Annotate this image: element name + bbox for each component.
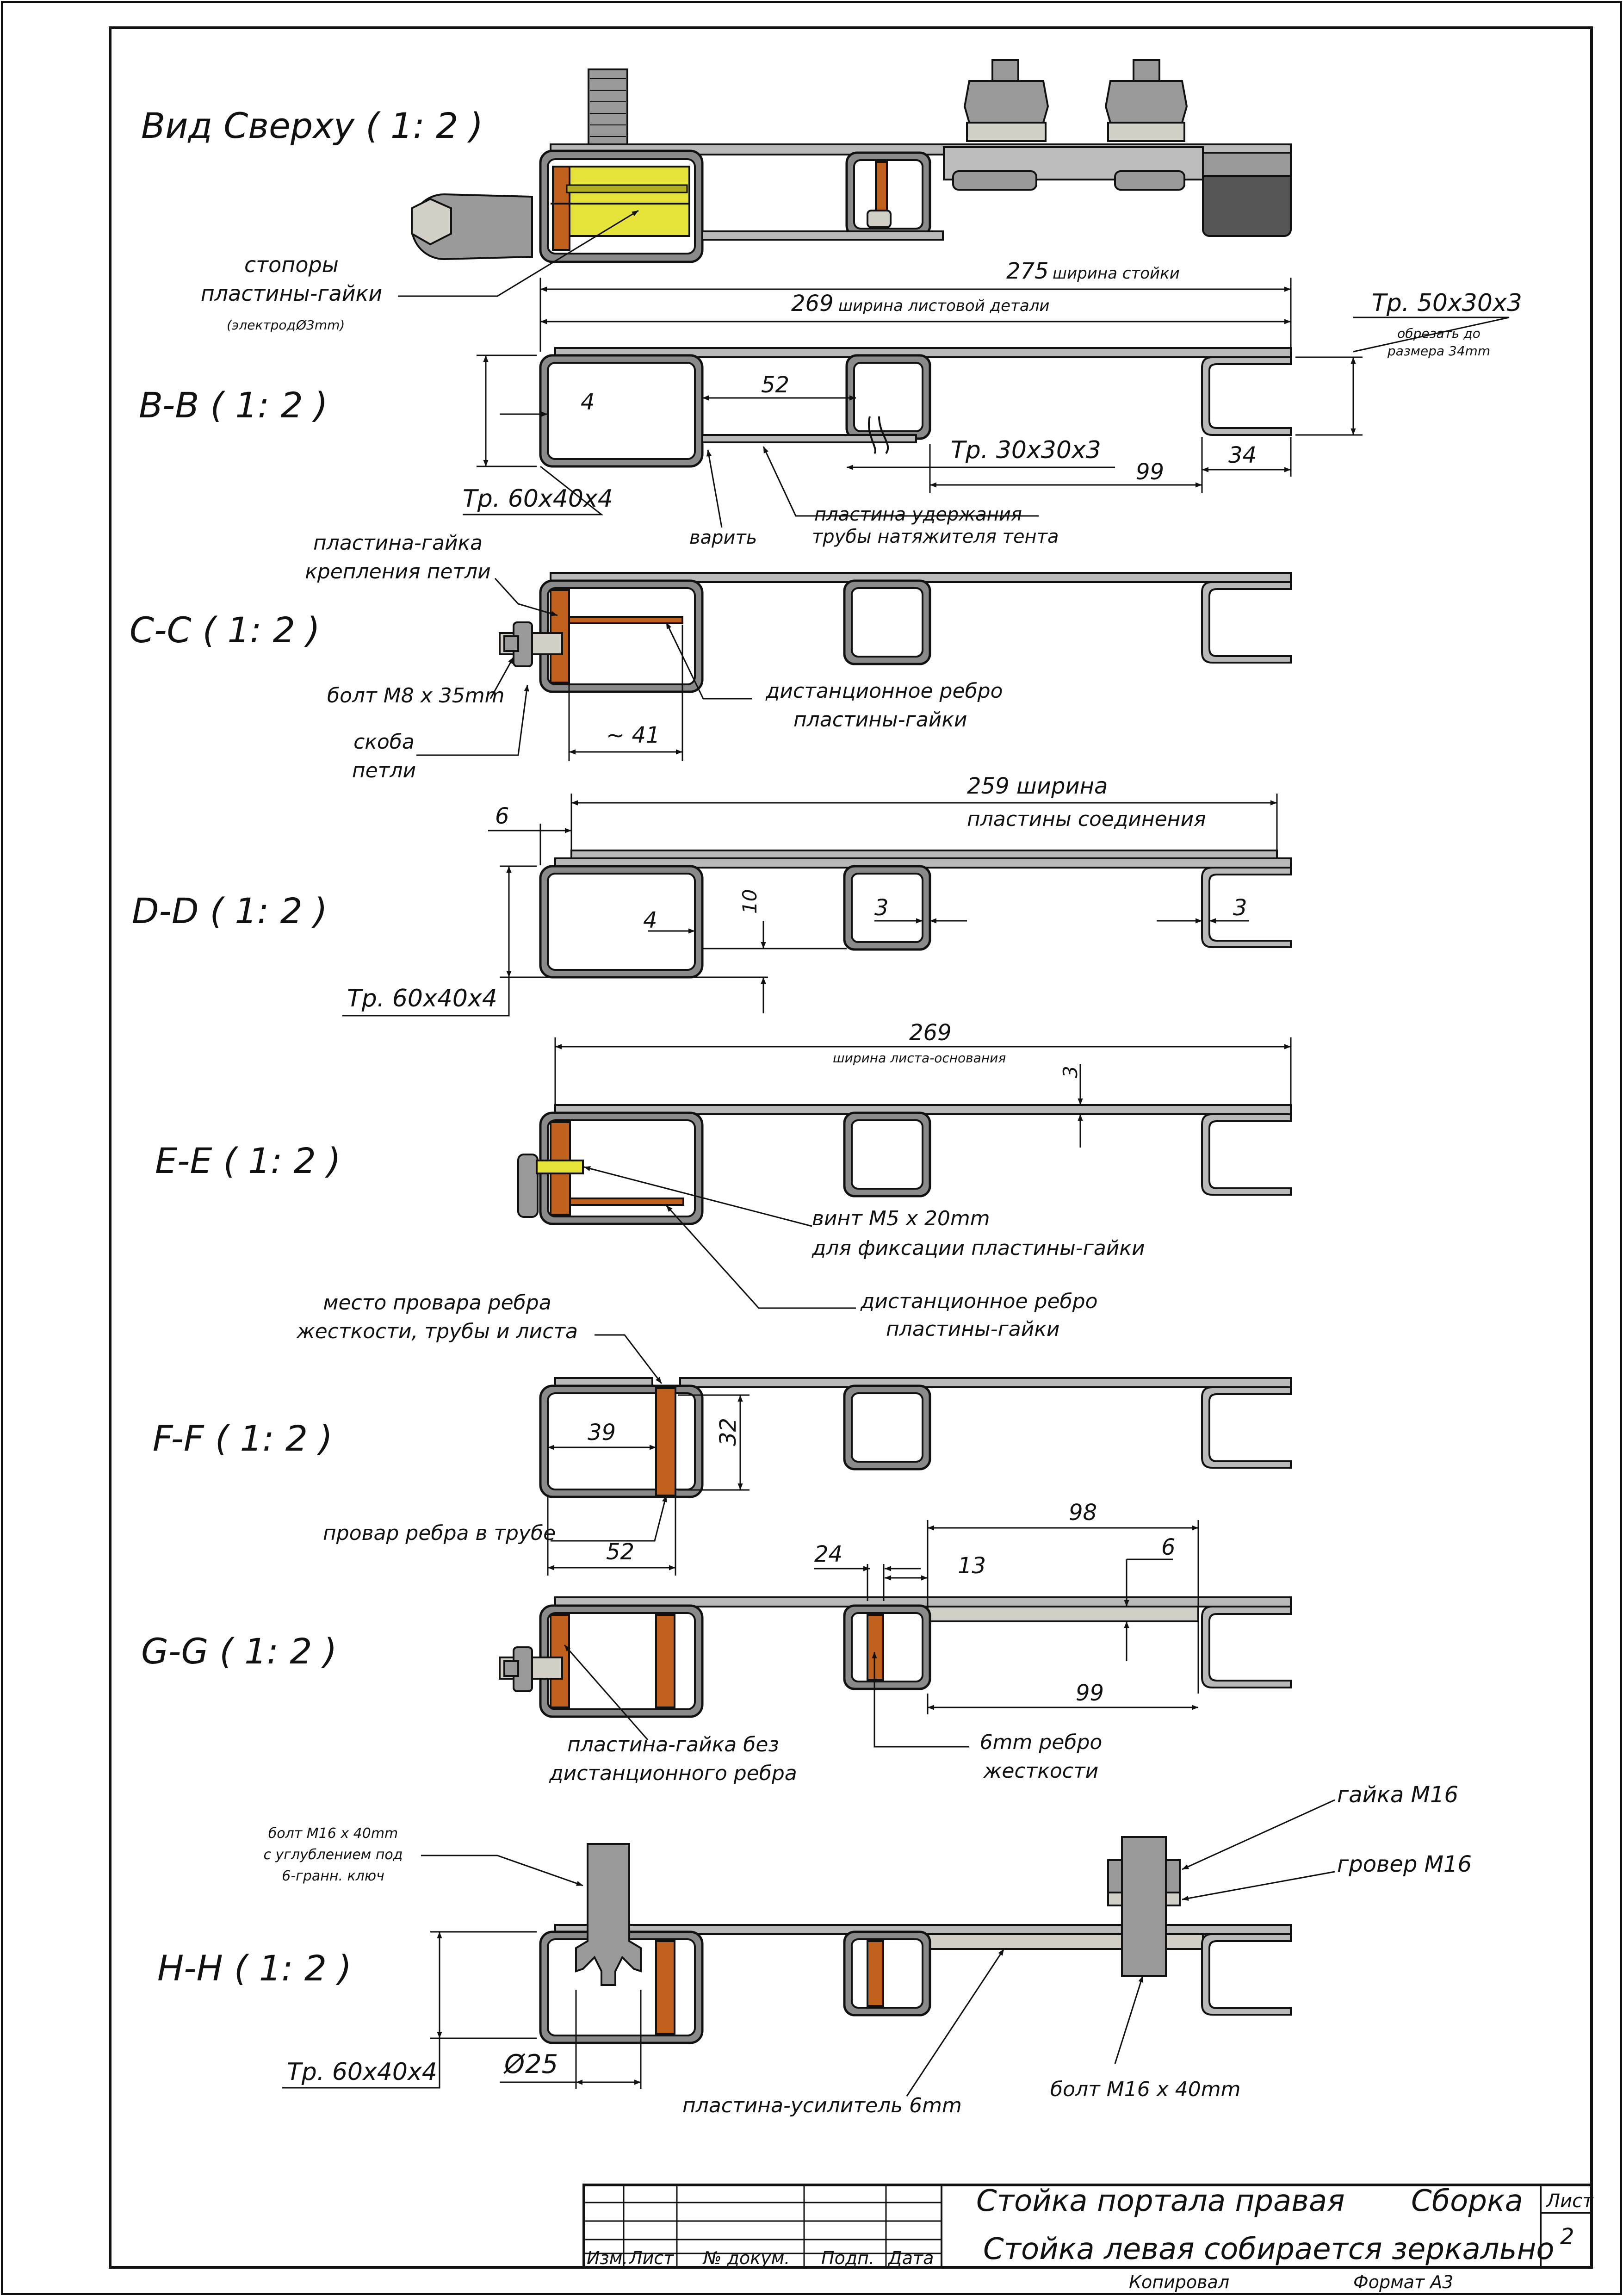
cc-bolt-head bbox=[504, 636, 518, 651]
tb-col-doc: № докум. bbox=[703, 2248, 790, 2268]
bb-plate-hold-1: пластина удержания bbox=[814, 504, 1022, 525]
hh-grover-right bbox=[1166, 1893, 1180, 1905]
rib-30 bbox=[876, 162, 887, 213]
electrode-label-2: 3mm) bbox=[306, 317, 345, 333]
hh-bolt-m16 bbox=[1122, 1837, 1166, 1976]
bb-weld-label: варить bbox=[689, 527, 757, 548]
nut-m16-top-2 bbox=[1106, 81, 1187, 123]
hh-dim-25-symbol: Ø bbox=[504, 2049, 525, 2079]
gg-dim-6: 6 bbox=[1161, 1534, 1176, 1560]
tb-col-podp: Подп. bbox=[821, 2248, 875, 2268]
profile-50x30-top bbox=[1203, 153, 1291, 176]
hh-grover-leader bbox=[1182, 1872, 1335, 1899]
bb-tube-60-label: Тр. 60x40x4 bbox=[463, 485, 613, 513]
hh-dim-25: 25 bbox=[525, 2049, 558, 2079]
section-gg bbox=[141, 1500, 1291, 1785]
ee-screw-2: для фиксации пластины-гайки bbox=[812, 1236, 1145, 1260]
dim-275-text: 275 bbox=[1006, 258, 1049, 284]
tb-title-2: Стойка левая собирается зеркально bbox=[983, 2232, 1555, 2266]
bb-tube-60x40-inner bbox=[548, 363, 695, 459]
ee-dim-269-note: ширина листа-основания bbox=[833, 1050, 1006, 1066]
cc-nut-leader-2 bbox=[495, 578, 518, 604]
bb-dim-34: 34 bbox=[1228, 442, 1257, 468]
ff-profile bbox=[1202, 1387, 1291, 1468]
hh-rib bbox=[656, 1941, 675, 2034]
hh-grover-m16: гровер M16 bbox=[1337, 1851, 1472, 1877]
gg-rib bbox=[656, 1615, 675, 1707]
cc-bolt-m8: болт M8 x 35mm bbox=[327, 684, 505, 707]
washer-top-1 bbox=[967, 123, 1046, 141]
hh-bolt-m16: болт M16 x 40mm bbox=[1050, 2078, 1241, 2101]
bolt-m16-top-1 bbox=[992, 60, 1018, 83]
hh-bolt-m16-recess bbox=[576, 1844, 641, 1985]
section-cc-title: C-C ( 1: 2 ) bbox=[130, 609, 320, 651]
tb-col-izm: Изм. bbox=[587, 2248, 628, 2268]
ee-tube-30-inner bbox=[852, 1120, 923, 1189]
ff-weld-place-1: место провара ребра bbox=[323, 1291, 551, 1315]
dim-269-text: 269 bbox=[791, 291, 834, 316]
title-block bbox=[584, 2184, 1594, 2292]
ff-rib bbox=[656, 1388, 675, 1496]
hh-bolt-leader bbox=[1115, 1976, 1143, 2064]
tb-format: Формат А3 bbox=[1353, 2272, 1454, 2292]
cc-rib bbox=[569, 617, 682, 623]
ff-weld-place-leader bbox=[595, 1335, 662, 1384]
section-cc bbox=[130, 531, 1291, 782]
ee-bracket bbox=[518, 1154, 538, 1217]
bb-tube-30-label: Тр. 30x30x3 bbox=[951, 436, 1101, 464]
nut-plate-shade bbox=[567, 185, 687, 192]
section-hh bbox=[157, 1782, 1472, 2117]
dd-tube-inner bbox=[548, 874, 695, 970]
tb-copied: Копировал bbox=[1129, 2272, 1230, 2292]
hh-nut-m16: гайка M16 bbox=[1337, 1782, 1458, 1808]
tb-assembly: Сборка bbox=[1411, 2184, 1523, 2218]
bb-tube-30x30-inner bbox=[854, 363, 923, 431]
gg-reinforce-plate bbox=[928, 1607, 1198, 1621]
gg-profile bbox=[1202, 1607, 1291, 1688]
ee-profile bbox=[1202, 1114, 1291, 1195]
dd-tube-label: Тр. 60x40x4 bbox=[347, 985, 497, 1012]
dim-275-note: ширина стойки bbox=[1053, 264, 1180, 283]
cc-profile bbox=[1202, 582, 1291, 663]
nut-plate-edge bbox=[553, 167, 570, 250]
ee-rib-1: дистанционное ребро bbox=[861, 1290, 1098, 1313]
hh-reinforce: пластина-усилитель 6mm bbox=[682, 2094, 962, 2117]
bb-dim-52: 52 bbox=[761, 372, 790, 398]
ff-dim-39: 39 bbox=[588, 1420, 616, 1446]
gg-dim-13: 13 bbox=[958, 1553, 986, 1579]
gg-nut-plate-2: дистанционного ребра bbox=[549, 1762, 797, 1785]
dim-269-note: ширина листовой детали bbox=[838, 297, 1050, 315]
top-view bbox=[141, 60, 1291, 352]
gg-bolt-head bbox=[504, 1661, 518, 1676]
gg-rib-1: 6mm ребро bbox=[979, 1731, 1103, 1754]
gg-rib-2: жесткости bbox=[983, 1759, 1099, 1783]
ee-screw bbox=[537, 1160, 583, 1173]
ff-dim-52: 52 bbox=[606, 1539, 635, 1565]
bb-cut-note-2: размера 34mm bbox=[1387, 343, 1491, 359]
ff-dim-32: 32 bbox=[715, 1417, 741, 1446]
ee-screw-1: винт M5 x 20mm bbox=[812, 1207, 990, 1230]
bb-plate-hold-2: трубы натяжителя тента bbox=[812, 526, 1059, 547]
ff-tube-30-inner bbox=[852, 1393, 923, 1462]
cc-bracket-1: скоба bbox=[353, 730, 415, 754]
section-gg-title: G-G ( 1: 2 ) bbox=[141, 1631, 337, 1672]
section-ff-title: F-F ( 1: 2 ) bbox=[153, 1418, 333, 1459]
nut-plate-yellow bbox=[562, 167, 689, 236]
section-bb bbox=[139, 289, 1522, 548]
hh-bolt-recess-1: болт M16 x 40mm bbox=[268, 1825, 398, 1842]
electrode-diameter-symbol: Ø bbox=[296, 317, 307, 333]
dd-dim-4: 4 bbox=[643, 907, 657, 933]
dd-dim-10: 10 bbox=[738, 889, 761, 914]
tb-sheet-label: Лист bbox=[1546, 2191, 1593, 2212]
cc-dim-41: ~ 41 bbox=[606, 722, 660, 748]
nut-under-1 bbox=[953, 171, 1036, 190]
ee-rib bbox=[570, 1198, 683, 1205]
ff-weld-place-2: жесткости, трубы и листа bbox=[297, 1320, 578, 1343]
hh-bolt-recess-2: с углублением под bbox=[263, 1847, 403, 1863]
ee-dim-269: 269 bbox=[909, 1020, 952, 1046]
cc-bracket-2: петли bbox=[352, 759, 416, 782]
cc-nut-plate-2: крепления петли bbox=[305, 560, 491, 583]
gg-tube-30-inner bbox=[852, 1613, 923, 1682]
hh-nut-right bbox=[1166, 1860, 1180, 1893]
cc-nut-plate-1: пластина-гайка bbox=[313, 531, 483, 555]
hh-grover-left bbox=[1108, 1893, 1122, 1905]
ff-weld-rib-leader bbox=[551, 1496, 666, 1541]
hh-tube-label: Тр. 60x40x4 bbox=[287, 2058, 437, 2086]
stopper-label-2: пластины-гайки bbox=[200, 281, 383, 306]
hook-clip bbox=[867, 211, 891, 227]
section-dd bbox=[132, 773, 1291, 1016]
dd-dim-3a: 3 bbox=[874, 895, 889, 921]
section-dd-title: D-D ( 1: 2 ) bbox=[132, 890, 328, 931]
bb-cut-note-1: обрезать до bbox=[1397, 326, 1481, 341]
tb-col-list: Лист bbox=[629, 2248, 674, 2268]
cc-tube-30-inner bbox=[852, 588, 923, 657]
tb-col-data: Дата bbox=[888, 2248, 934, 2268]
hh-profile bbox=[1202, 1934, 1291, 2015]
section-bb-title: B-B ( 1: 2 ) bbox=[139, 385, 328, 426]
stopper-label-1: стопоры bbox=[244, 252, 339, 277]
nut-m16-top-1 bbox=[965, 81, 1048, 123]
top-view-title: Вид Сверху ( 1: 2 ) bbox=[141, 105, 483, 146]
gg-dim-24: 24 bbox=[814, 1541, 843, 1567]
hinge-bolt-hex bbox=[412, 199, 451, 244]
washer-top-2 bbox=[1108, 123, 1184, 141]
cc-rib-2: пластины-гайки bbox=[793, 708, 967, 732]
bb-dim-99: 99 bbox=[1136, 459, 1165, 485]
section-ee-title: E-E ( 1: 2 ) bbox=[155, 1140, 341, 1181]
gg-dim-99: 99 bbox=[1076, 1680, 1104, 1706]
bb-profile-50x30 bbox=[1202, 357, 1291, 435]
long-plate bbox=[702, 231, 943, 240]
hh-bolt-recess-leader bbox=[421, 1855, 583, 1886]
ff-weld-rib: провар ребра в трубе bbox=[323, 1521, 556, 1545]
hh-nut-leader bbox=[1182, 1800, 1335, 1869]
dd-dim-6: 6 bbox=[495, 803, 509, 829]
hh-rib-30 bbox=[867, 1941, 883, 2006]
ee-rib-2: пластины-гайки bbox=[886, 1317, 1060, 1341]
dd-dim-3b: 3 bbox=[1233, 895, 1247, 921]
hh-bolt-recess-3: 6-гранн. ключ bbox=[282, 1868, 384, 1884]
gg-rib-30 bbox=[867, 1615, 883, 1680]
cc-rib-1: дистанционное ребро bbox=[766, 679, 1003, 703]
tb-sheet-no: 2 bbox=[1560, 2224, 1574, 2250]
nut-under-2 bbox=[1115, 171, 1184, 190]
dd-dim-259-note: пластины соединения bbox=[967, 807, 1206, 831]
hh-tube-30-inner bbox=[852, 1939, 923, 2008]
section-hh-title: H-H ( 1: 2 ) bbox=[157, 1948, 352, 1989]
bb-weld-leader bbox=[708, 450, 722, 527]
ff-base-sheet-right bbox=[680, 1378, 1291, 1387]
tb-title-1: Стойка портала правая bbox=[976, 2184, 1345, 2218]
section-ff bbox=[153, 1291, 1291, 1576]
ee-dim-3: 3 bbox=[1059, 1066, 1082, 1078]
bolt-m16-top-2 bbox=[1134, 60, 1159, 83]
bb-tube-50-label: Тр. 50x30x3 bbox=[1372, 289, 1522, 317]
bb-dim-4: 4 bbox=[581, 389, 595, 415]
hh-nut-left bbox=[1108, 1860, 1122, 1893]
electrode-label-1: (электрод bbox=[227, 317, 296, 333]
gg-dim-98: 98 bbox=[1069, 1500, 1097, 1526]
dd-dim-259: 259 ширина bbox=[967, 773, 1108, 799]
gg-nut-plate-1: пластина-гайка без bbox=[567, 1733, 779, 1756]
